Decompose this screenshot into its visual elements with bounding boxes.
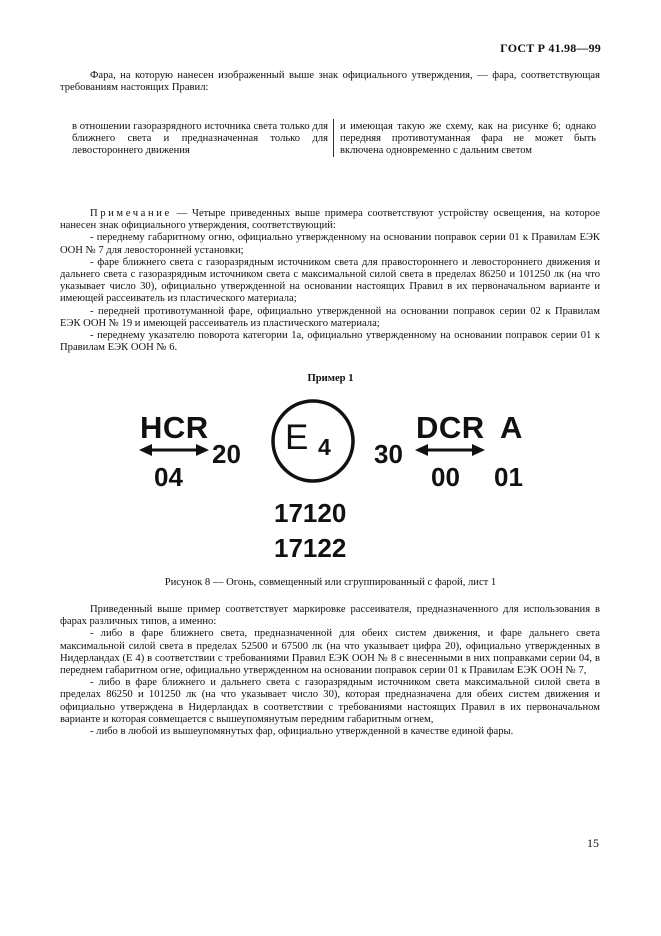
number-20: 20 xyxy=(212,439,241,469)
hcr-series: 04 xyxy=(154,462,183,492)
body-paragraph: Приведенный выше пример соответствует маркировке рассеивателя, предназначенного для использования в фарах различных типов, а именно: xyxy=(60,604,600,628)
intro-paragraph: Фара, на которую нанесен изображенный выше знак официального утверждения, — фара, соответствующая требованиям настоящих Правил: xyxy=(60,70,600,94)
body-text xyxy=(60,604,600,738)
approval-mark-figure xyxy=(0,395,661,570)
double-arrow-icon xyxy=(415,443,485,457)
circle-number: 4 xyxy=(318,434,331,460)
double-arrow-icon xyxy=(139,443,209,457)
table-divider xyxy=(333,119,334,157)
approval-number-2: 17122 xyxy=(274,533,347,563)
note-item: - переднему габаритному огню, официально утвержденному на основании поправок серии 01 к Правилам ЕЭК ООН № 7 для левосторонней установки; xyxy=(60,232,600,256)
body-paragraph: - либо в фаре ближнего и дальнего света с газоразрядным источником света максимальной силой света в пределах 86250 и 101250 лк (на что указывает число 30), которая предназначена для обеих систем движения и официально утверждена в Нидерландах в соответствии с требованиями настоящих Правил в их первоначальном варианте и которая совмещается с вышеупомянутым передним габаритным огнем, xyxy=(60,677,600,725)
note-lead: — Четыре приведенных выше примера соответствуют устройству освещения, на которое нанесен знак официального утверждения, соответствующий: xyxy=(60,208,600,232)
figure-caption: Рисунок 8 — Огонь, совмещенный или сгруппированный с фарой, лист 1 xyxy=(164,577,497,588)
table-left-cell: в отношении газоразрядного источника света только для ближнего света и предназначенная только для левостороннего движения xyxy=(72,121,328,157)
body-paragraph: - либо в любой из вышеупомянутых фар, официально утвержденной в качестве единой фары. xyxy=(90,726,514,738)
note-item: - передней противотуманной фаре, официально утвержденной на основании поправок серии 02 к Правилам ЕЭК ООН № 19 и имеющей рассеиватель из пластического материала; xyxy=(60,305,600,329)
note-item: - фаре ближнего света с газоразрядным источником света для правостороннего и левостороннего движения и дальнего света с газоразрядным источником света с максимальной силой света в пределах 86250 и 101250 лк (на что указывает число 30), официально утвержденной на основании настоящих Правил в их первоначальном варианте и имеющей рассеиватель из пластического материала; xyxy=(60,256,600,305)
approval-number-1: 17120 xyxy=(274,498,347,528)
a-series: 01 xyxy=(494,462,523,492)
approval-circle-icon xyxy=(268,395,358,485)
example-title: Пример 1 xyxy=(307,373,354,384)
body-paragraph: - либо в фаре ближнего света, предназначенной для обеих систем движения, и фаре дальнего света максимальной силой света в пределах 52500 и 67500 лк (на что указывает цифра 20), официально утвержденных в Нидерландах (Е 4) в соответствии с требованиями Правил ЕЭК ООН № 8 с внесенными в них поправками серии 04, в переднем габаритном огне, официально утвержденном на основании поправок серии 01 к Правилам ЕЭК ООН № 7, xyxy=(60,628,600,677)
circle-letter: E xyxy=(285,418,309,457)
table-right-cell: и имеющая такую же схему, как на рисунке 6; однако передняя противотуманная фара не может быть включена одновременно с дальним светом xyxy=(340,121,596,157)
note-block xyxy=(60,208,600,354)
document-header: ГОСТ Р 41.98—99 xyxy=(500,41,601,55)
letter-a: A xyxy=(500,410,523,445)
note-item: - переднему указателю поворота категории 1а, официально утвержденному на основании поправок серии 01 к Правилам ЕЭК ООН № 6. xyxy=(60,330,600,354)
page-number: 15 xyxy=(587,836,599,850)
dcr-series: 00 xyxy=(431,462,460,492)
number-30: 30 xyxy=(374,439,403,469)
note-label: Примечание xyxy=(90,208,172,219)
hcr-label: HCR xyxy=(140,410,209,445)
dcr-label: DCR xyxy=(416,410,485,445)
